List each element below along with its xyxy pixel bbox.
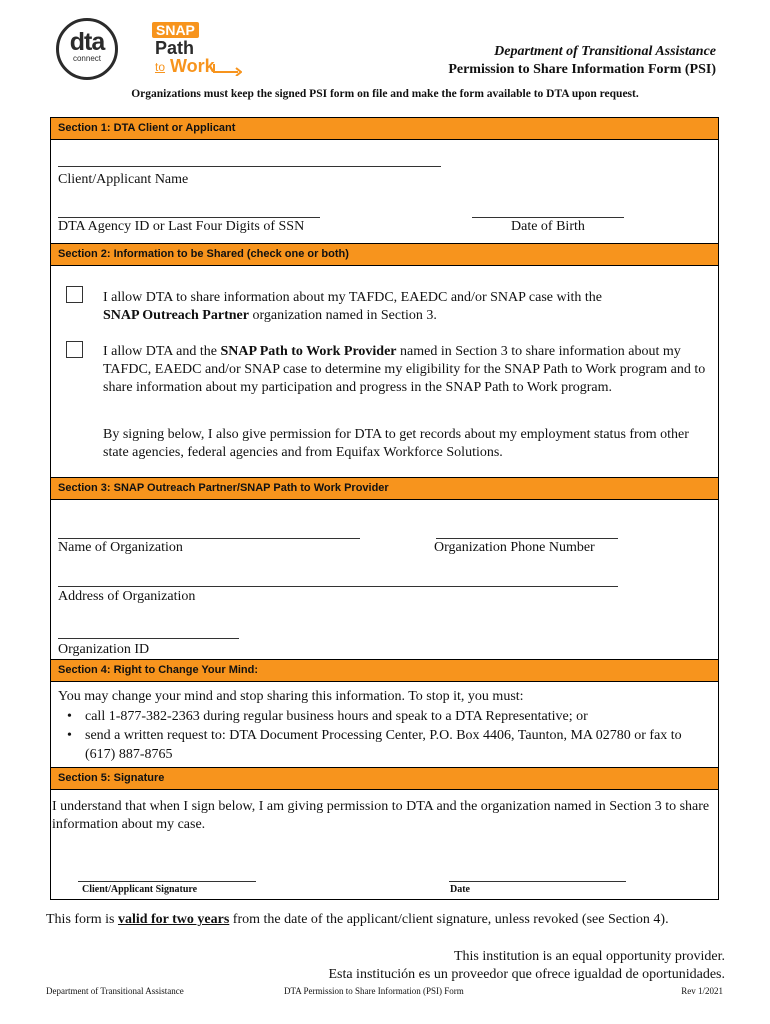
list-item: • send a written request to: DTA Document Processing Center, P.O. Box 4406, Taunton, MA 02780 or fax to (617) 887-8765 [58,726,708,764]
option1-line: I allow DTA to share information about my TAFDC, EAEDC and/or SNAP case with the [103,290,602,305]
option2-tail: named in Section 3 to share information about my TAFDC, EAEDC and/or SNAP case to determine my eligibility for the SNAP Path to Work program and to share information about my participation and progress in the SNAP Path to Work program. [103,344,706,395]
eo-statement-en: This institution is an equal opportunity provider. [453,949,725,964]
option2-pre: I allow DTA and the [103,344,221,359]
option1-bold: SNAP Outreach Partner [103,308,249,323]
department-name: Department of Transitional Assistance [494,44,716,59]
option1-tail: organization named in Section 3. [248,308,437,323]
dta-connect-logo [56,18,118,80]
consent-text: By signing below, I also give permission for DTA to get records about my employment status from other state agencies, federal agencies and from Equifax Workforce Solutions. [103,427,689,460]
list-item: • call 1-877-382-2363 during regular business hours and speak to a DTA Representative; or [58,707,708,726]
dta-logo-text: dta [69,28,105,56]
share-outreach-checkbox[interactable] [66,286,83,303]
validity-bold: valid for two years [117,912,230,927]
share-path-to-work-checkbox[interactable] [66,341,83,358]
snap-badge: SNAP [152,22,199,38]
validity-statement [46,911,746,929]
notice-text: Organizations must keep the signed PSI form on file and make the form available to DTA upon request. [131,88,639,100]
section1-header: Section 1: DTA Client or Applicant [50,117,719,140]
signature-label: Client/Applicant Signature [82,884,198,895]
section2-header: Section 2: Information to be Shared (check one or both) [50,243,719,266]
org-address-line[interactable] [58,586,618,587]
footer-right: Rev 1/2021 [681,986,723,996]
stop-sharing-list [58,707,708,764]
snap-logo-to: to [155,60,166,74]
org-phone-label: Organization Phone Number [434,540,595,555]
dta-logo-subtext: connect [72,54,102,63]
signature-statement: I understand that when I sign below, I am giving permission to DTA and the organization named in Section 3 to share information about my case. [52,799,710,832]
section3-header: Section 3: SNAP Outreach Partner/SNAP Path to Work Provider [50,477,719,500]
eo-statement-es: Esta institución es un proveedor que ofrece igualdad de oportunidades. [328,967,725,982]
org-id-label: Organization ID [58,642,150,657]
validity-pre: This form is [46,912,118,927]
section4-header: Section 4: Right to Change Your Mind: [50,659,719,682]
date-line[interactable] [449,881,626,882]
option2-bold: SNAP Path to Work Provider [220,344,397,359]
signature-line[interactable] [78,881,256,882]
footer-left: Department of Transitional Assistance [46,986,184,996]
agency-id-label: DTA Agency ID or Last Four Digits of SSN [58,219,305,234]
org-id-line[interactable] [58,638,239,639]
section4-intro: You may change your mind and stop sharing this information. To stop it, you must: [58,689,524,704]
org-address-label: Address of Organization [58,589,196,604]
arrow-right-icon [212,64,242,76]
footer-center: DTA Permission to Share Information (PSI) Form [284,986,464,996]
snap-logo-path: Path [155,38,195,58]
client-name-label: Client/Applicant Name [58,172,189,187]
snap-path-to-work-logo [152,22,242,78]
date-label: Date [450,884,470,895]
section5-header: Section 5: Signature [50,767,719,790]
option1-text [103,289,713,325]
validity-post: from the date of the applicant/client signature, unless revoked (see Section 4). [229,912,669,927]
dob-label: Date of Birth [511,219,585,234]
snap-logo-work: Work [170,56,215,76]
org-name-label: Name of Organization [58,540,183,555]
option2-text [103,343,713,397]
form-title: Permission to Share Information Form (PSI) [448,62,716,77]
client-name-line[interactable] [58,166,441,167]
